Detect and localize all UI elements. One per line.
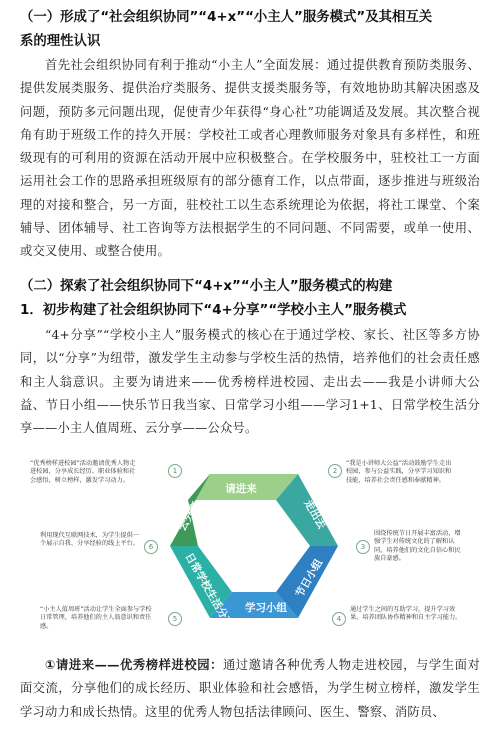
callout-6: 利用现代互联网技术，为学生提供一个展示自我、分享经验的线上平台。	[40, 532, 139, 548]
segment-label-3: 节日小组	[293, 557, 326, 600]
section1-heading	[20, 6, 480, 54]
callout-number-3: 3	[356, 540, 370, 554]
section3-paragraph	[20, 654, 480, 730]
callout-number-4: 4	[332, 612, 346, 626]
section2-subheading: 1．初步构建了社会组织协同下“4+分享”“学校小主人”服务模式	[20, 303, 407, 318]
callout-2: “我是小讲师大公益”活动鼓励学生走出校园，参与公益实践，分享学习知识和技能，培养社会责任感和奉献精神。	[346, 460, 452, 484]
callout-4: 通过学生之间的互助学习，提升学习效果，培养团队协作精神和自主学习能力。	[350, 606, 462, 622]
callout-number-6: 6	[144, 540, 158, 554]
section1-paragraph: 首先社会组织协同有利于推动“小主人”全面发展：通过提供教育预防类服务、提供发展类服务、提供治疗类服务、提供支援类服务等，有效地协助其解决困惑及问题，预防多元问题出现，促使青少年获得“身心社”功能调适及发展。其次整合视角有助于班级工作的持久开展：学校社工或者心理教师服务对象具有多样性，和班级现有的可利用的资源在活动开展中应积极整合。在学校服务中，驻校社工一方面运用社会工作的思路承担班级原有的部分德育工作，以点带面，逐步推进与班级治理的对接和整合，另一方面，驻校社工以生态系统理论为依据，将社工课堂、个案辅导、团体辅导、社工咨询等方法根据学生的不同问题、不同需要，或单一使用、或交叉使用、或整合使用。	[20, 58, 480, 259]
section3-text: 通过邀请各种优秀人物走进校园，与学生面对面交流，分享他们的成长经历、职业体验和社会感悟，为学生树立榜样，激发学生学习动力和成长热情。这里的优秀人物包括法律顾问、医生、警察、消防员、	[20, 658, 480, 719]
callout-5: “小主人值周班”活动让学生全面参与学校日常管理，培养他们的主人翁意识和责任感。	[40, 606, 152, 630]
segment-label-4: 学习小组	[245, 602, 287, 614]
section2-paragraph: “4+分享”“学校小主人”服务模式的核心在于通过学校、家长、社区等多方协同，以“分享”为纽带，激发学生主动参与学校生活的热情，培养他们的社会责任感和主人翁意识。主要为请进来——优秀榜样进校园、走出去——我是小讲师大公益、节日小组——快乐节日我当家、日常学习小组——学习1+1、日常学校生活分享——小主人值周班、云分享——公众号。	[20, 328, 480, 436]
section2-heading: （二）探索了社会组织协同下“4+x”“小主人”服务模式的构建	[20, 279, 393, 294]
section1-heading-line1: （一）形成了“社会组织协同”“4+x”“小主人”服务模式”及其相互关	[20, 10, 433, 25]
segment-label-2: 走出去	[301, 497, 328, 532]
segment-label-6: 云分享	[176, 499, 203, 534]
callout-number-1: 1	[168, 464, 182, 478]
service-model-diagram	[28, 454, 468, 644]
callout-1: “优秀榜样进校园”活动邀请优秀人物走进校园，分享成长经历、职业体验和社会感悟，树立榜样，激发学习动力。	[30, 460, 136, 484]
callout-number-2: 2	[328, 464, 342, 478]
callout-3: 围绕传统节日开展丰富活动，增强学生对传统文化的了解和认同，培养他们的文化自信心和民族自豪感。	[374, 530, 461, 563]
segment-label-5: 日常学校生活分享	[182, 551, 235, 630]
hexagon-ring	[170, 474, 338, 618]
section1-heading-line2: 系的理性认识	[20, 34, 101, 49]
section3-lead: ①请进来——优秀榜样进校园：	[45, 658, 223, 672]
segment-label-1: 请进来	[225, 483, 257, 495]
callout-number-5: 5	[168, 612, 182, 626]
